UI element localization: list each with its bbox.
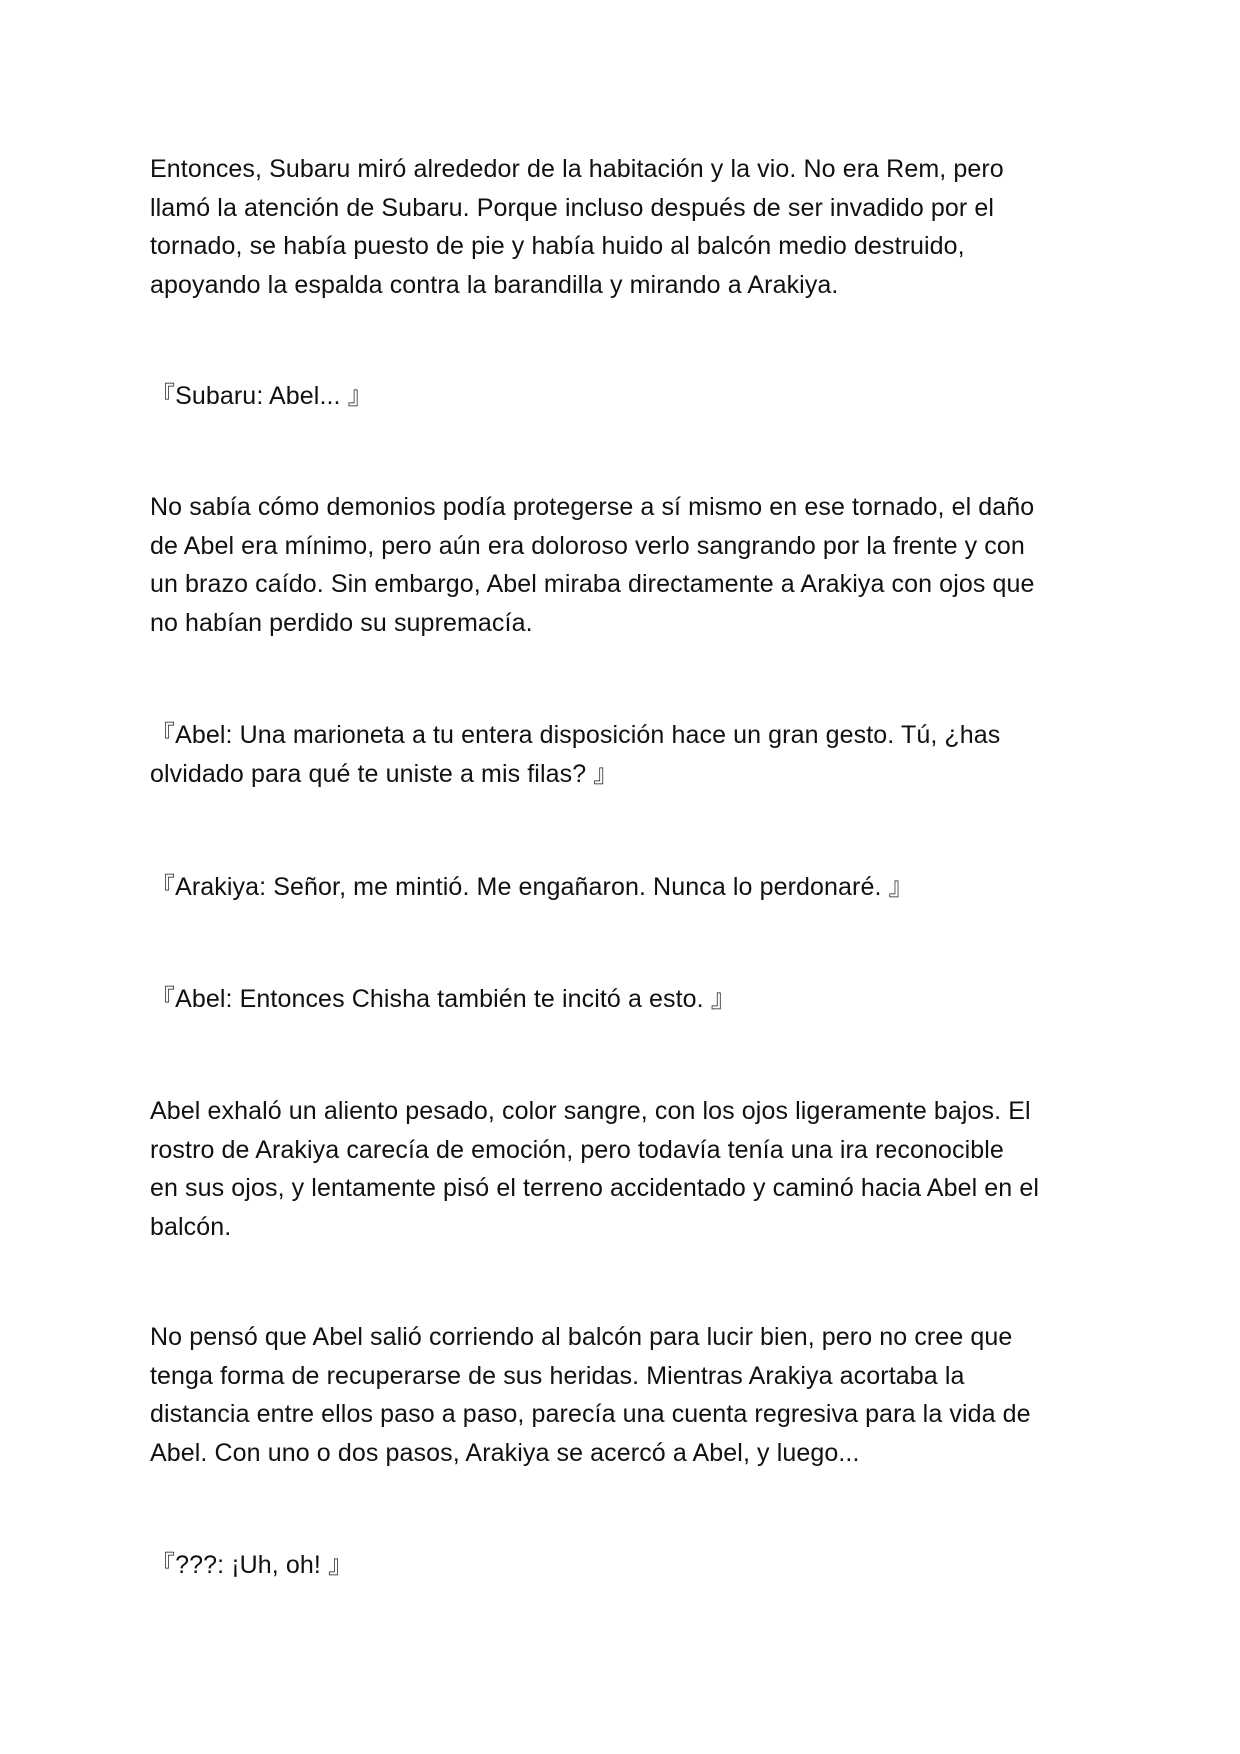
dialogue-line: 『???: ¡Uh, oh! 』 <box>150 1551 354 1579</box>
dialogue-line: 『Arakiya: Señor, me mintió. Me engañaron. Nunca lo perdonaré. 』 <box>150 873 914 901</box>
paragraph-line: Abel exhaló un aliento pesado, color sangre, con los ojos ligeramente bajos. El <box>150 1097 1031 1125</box>
paragraph-line: balcón. <box>150 1212 232 1241</box>
paragraph-line: No pensó que Abel salió corriendo al balcón para lucir bien, pero no cree que <box>150 1323 1013 1351</box>
dialogue-line: 『Abel: Una marioneta a tu entera disposición hace un gran gesto. Tú, ¿has <box>150 721 1001 749</box>
paragraph-line: rostro de Arakiya carecía de emoción, pero todavía tenía una ira reconocible <box>150 1135 1004 1164</box>
paragraph-3 <box>150 1092 1100 1246</box>
paragraph-line: un brazo caído. Sin embargo, Abel miraba directamente a Arakiya con ojos que <box>150 570 1035 598</box>
paragraph-line: tenga forma de recuperarse de sus heridas. Mientras Arakiya acortaba la <box>150 1361 965 1390</box>
paragraph-line: No sabía cómo demonios podía protegerse a sí mismo en ese tornado, el daño <box>150 493 1035 521</box>
dialogue-abel-2 <box>150 980 1100 1019</box>
paragraph-line: llamó la atención de Subaru. Porque incluso después de ser invadido por el <box>150 193 995 222</box>
dialogue-line: 『Abel: Entonces Chisha también te incitó a esto. 』 <box>150 985 736 1013</box>
paragraph-line: no habían perdido su supremacía. <box>150 608 533 637</box>
paragraph-line: distancia entre ellos paso a paso, parecía una cuenta regresiva para la vida de <box>150 1400 1031 1428</box>
paragraph-2 <box>150 488 1100 642</box>
dialogue-line: 『Subaru: Abel... 』 <box>150 382 373 410</box>
dialogue-line: olvidado para qué te uniste a mis filas? 』 <box>150 759 619 788</box>
paragraph-line: Entonces, Subaru miró alrededor de la habitación y la vio. No era Rem, pero <box>150 155 1004 183</box>
dialogue-unknown <box>150 1546 1100 1585</box>
paragraph-line: en sus ojos, y lentamente pisó el terreno accidentado y caminó hacia Abel en el <box>150 1174 1039 1202</box>
paragraph-line: Abel. Con uno o dos pasos, Arakiya se acercó a Abel, y luego... <box>150 1438 860 1467</box>
paragraph-1 <box>150 150 1100 304</box>
paragraph-4 <box>150 1318 1100 1472</box>
dialogue-abel-1 <box>150 716 1100 793</box>
dialogue-subaru <box>150 377 1100 416</box>
paragraph-line: apoyando la espalda contra la barandilla y mirando a Arakiya. <box>150 270 839 299</box>
paragraph-line: tornado, se había puesto de pie y había huido al balcón medio destruido, <box>150 232 965 260</box>
dialogue-arakiya <box>150 868 1100 907</box>
paragraph-line: de Abel era mínimo, pero aún era doloroso verlo sangrando por la frente y con <box>150 531 1025 560</box>
